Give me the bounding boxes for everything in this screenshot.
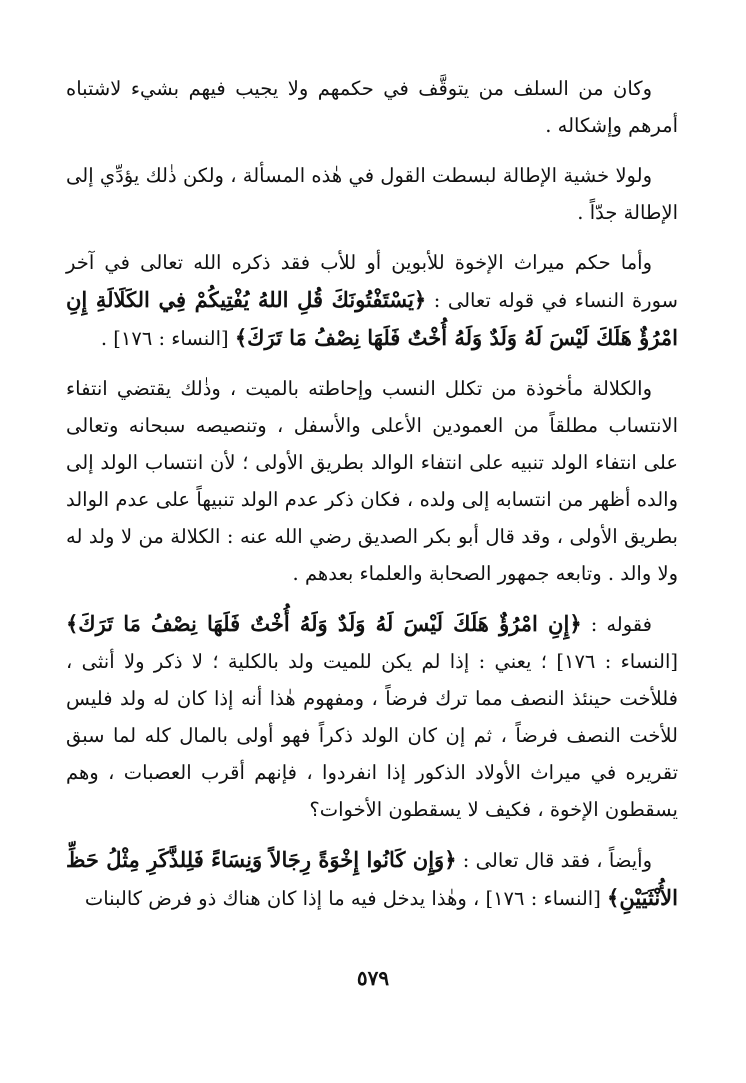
page-body [66, 70, 678, 930]
paragraph-text: فقوله : [581, 613, 652, 636]
paragraph-text: وأيضاً ، فقد قال تعالى : [456, 849, 652, 872]
paragraph [66, 244, 678, 357]
paragraph [66, 370, 678, 592]
quran-verse: ﴿إِنِ امْرُؤٌ هَلَكَ لَيْسَ لَهُ وَلَدٌ وَلَهُ أُخْتٌ فَلَهَا نِصْفُ مَا تَرَكَ﴾ [66, 611, 582, 636]
paragraph [66, 70, 678, 144]
page-number: ٥٧٩ [356, 966, 390, 990]
paragraph-text: وأما حكم ميراث الإخوة للأبوين أو للأب فقد ذكره الله تعالى في آخر سورة النساء في قوله تعالى : [66, 251, 678, 312]
paragraph-text: وكان من السلف من يتوقَّف في حكمهم ولا يجيب فيهم بشيء لاشتباه أمرهم وإشكاله . [66, 77, 678, 137]
paragraph-text: [النساء : ١٧٦] ، وهٰذا يدخل فيه ما إذا كان هناك ذو فرض كالبنات [84, 887, 608, 910]
paragraph-text: [النساء : ١٧٦] ؛ يعني : إذا لم يكن للميت ولد بالكلية ؛ لا ذكر ولا أنثى ، فللأخت حينئذ النصف مما ترك فرضاً ، ومفهوم هٰذا أنه إذا كان له ولد فليس للأخت النصف فرضاً ، ثم إن كان الولد ذكراً فهو أولى بالمال كله لما سبق تقريره في ميراث الأولاد الذكور إذا انفردوا ، فإنهم أقرب العصبات ، وهم يسقطون الإخوة ، فكيف لا يسقطون الأخوات؟ [66, 650, 678, 821]
paragraph-text: [النساء : ١٧٦] . [100, 327, 235, 350]
quran-verse: ﴿وَإِن كَانُوا إِخْوَةً رِجَالاً وَنِسَاءً فَلِلذَّكَرِ مِثْلُ حَظِّ الأُنْثَيَيْنِ﴾ [66, 847, 678, 910]
paragraph-text: ولولا خشية الإطالة لبسطت القول في هٰذه المسألة ، ولكن ذٰلك يؤدِّي إلى الإطالة جدّاً . [66, 164, 678, 224]
paragraph-text: والكلالة مأخوذة من تكلل النسب وإحاطته بالميت ، وذٰلك يقتضي انتفاء الانتساب مطلقاً من العمودين الأعلى والأسفل ، وتنصيصه سبحانه وتعالى على انتفاء الولد تنبيه على انتفاء الوالد بطريق الأولى ؛ لأن انتساب الولد إلى والده أظهر من انتسابه إلى ولده ، فكان ذكر عدم الولد تنبيهاً على عدم الوالد بطريق الأولى ، وقد قال أبو بكر الصديق رضي الله عنه : الكلالة من لا ولد له ولا والد . وتابعه جمهور الصحابة والعلماء بعدهم . [66, 377, 678, 585]
paragraph [66, 157, 678, 231]
paragraph [66, 841, 678, 917]
quran-verse: ﴿يَسْتَفْتُونَكَ قُلِ اللهُ يُفْتِيكُمْ فِي الكَلَالَةِ إِنِ امْرُؤٌ هَلَكَ لَيْسَ لَهُ وَلَدٌ وَلَهُ أُخْتٌ فَلَهَا نِصْفُ مَا تَرَكَ﴾ [66, 287, 678, 350]
paragraph [66, 605, 678, 828]
